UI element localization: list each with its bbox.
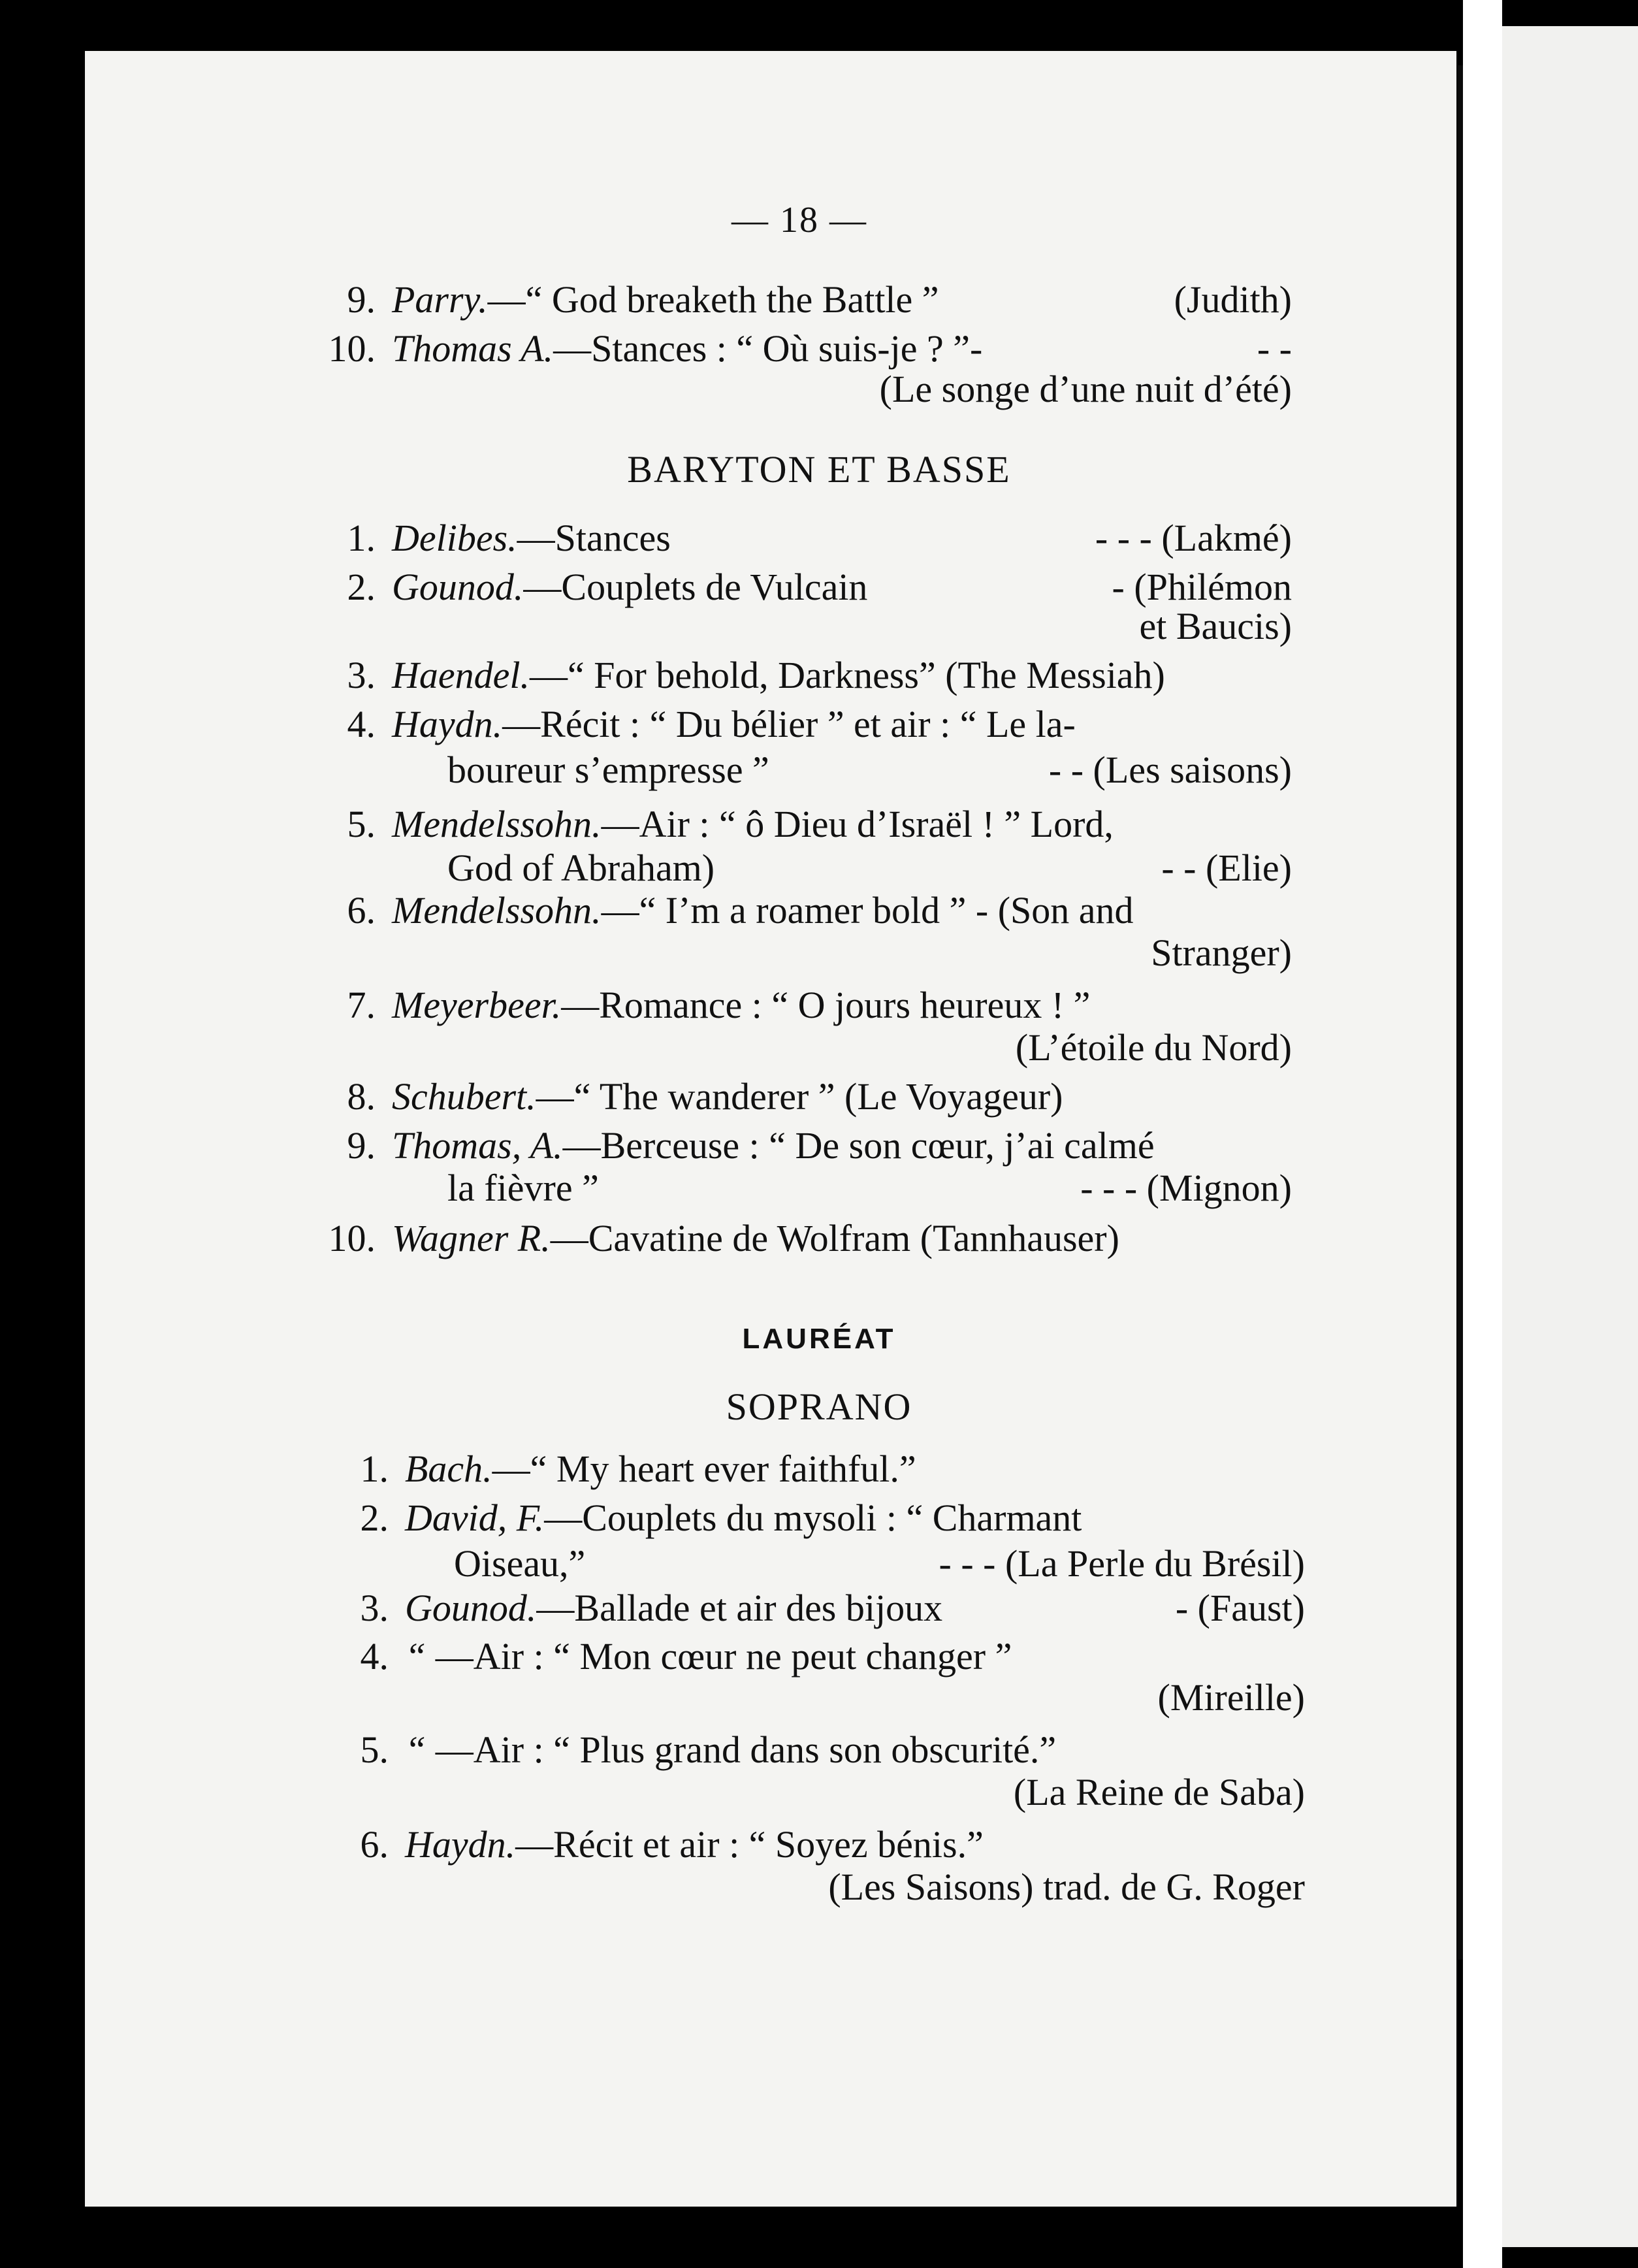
composer-name: Parry. <box>392 278 488 321</box>
entry-number: 9. <box>347 1124 376 1167</box>
entry-text <box>392 278 939 321</box>
section-heading: SOPRANO <box>726 1385 912 1428</box>
piece-title: —Couplets du mysoli : “ Charmant <box>544 1497 1082 1539</box>
composer-name: Bach. <box>405 1448 492 1490</box>
entry-continuation: et Baucis) <box>1139 605 1292 647</box>
entry-text <box>392 702 1076 746</box>
entry-number: 1. <box>360 1448 389 1490</box>
piece-title: —Cavatine de Wolfram (Tannhauser) <box>550 1217 1119 1259</box>
composer-name: “ <box>405 1635 426 1677</box>
composer-name: Mendelssohn. <box>392 889 602 932</box>
entry-text <box>392 565 867 609</box>
program-entry <box>347 653 1292 699</box>
program-entry <box>347 278 1292 323</box>
composer-name: Haydn. <box>405 1823 516 1866</box>
entry-text <box>392 516 671 560</box>
gutter <box>1463 0 1502 2268</box>
composer-name: Gounod. <box>392 566 524 608</box>
program-entry <box>360 1447 1305 1493</box>
composer-name: Delibes. <box>392 517 517 559</box>
composer-name: Mendelssohn. <box>392 803 602 845</box>
entry-text <box>405 1728 1056 1772</box>
piece-title: —Stances <box>517 517 671 559</box>
entry-text <box>405 1586 942 1630</box>
piece-source: - - <box>1257 327 1292 370</box>
piece-title: —“ For behold, Darkness” (The Messiah) <box>530 654 1165 696</box>
entry-continuation: - - - (La Perle du Brésil) <box>939 1542 1305 1585</box>
entry-text <box>392 983 1090 1027</box>
entry-number: 9. <box>347 278 376 321</box>
entry-continuation: - - (Elie) <box>1161 847 1292 889</box>
entry-continuation: Oiseau,” <box>454 1542 586 1585</box>
entry-text <box>405 1496 1082 1540</box>
program-entry <box>360 1822 1305 1868</box>
entry-number: 1. <box>347 517 376 559</box>
entry-continuation: (L’étoile du Nord) <box>1015 1026 1292 1069</box>
program-entry <box>347 1124 1292 1169</box>
entry-continuation: boureur s’empresse ” <box>447 749 769 791</box>
entry-number: 5. <box>347 803 376 845</box>
piece-title: —“ I’m a roamer bold ” - (Son and <box>601 889 1134 932</box>
entry-continuation: (Mireille) <box>1157 1676 1305 1719</box>
piece-title: —“ The wanderer ” (Le Voyageur) <box>536 1075 1063 1118</box>
program-entry <box>347 983 1292 1029</box>
piece-title: —Couplets de Vulcain <box>523 566 868 608</box>
composer-name: Gounod. <box>405 1587 537 1629</box>
entry-continuation: (Les Saisons) trad. de G. Roger <box>828 1866 1305 1908</box>
piece-title: —“ My heart ever faithful.” <box>492 1448 916 1490</box>
section-heading: LAURÉAT <box>742 1323 896 1355</box>
composer-name: Haydn. <box>392 703 503 745</box>
piece-title: —“ God breaketh the Battle ” <box>487 278 939 321</box>
composer-name: Thomas A. <box>392 327 554 370</box>
section-heading: BARYTON ET BASSE <box>627 448 1011 491</box>
program-entry <box>347 1075 1292 1120</box>
entry-text <box>392 327 982 370</box>
entry-text <box>392 1075 1063 1118</box>
entry-number: 10. <box>328 1217 376 1259</box>
entry-text <box>392 802 1114 846</box>
entry-continuation: - - - (Mignon) <box>1080 1167 1292 1209</box>
entry-text <box>392 653 1165 697</box>
entry-number: 3. <box>347 654 376 696</box>
entry-number: 2. <box>347 566 376 608</box>
entry-number: 10. <box>328 327 376 370</box>
piece-title: —Stances : “ Où suis-je ? ”- <box>553 327 983 370</box>
entry-number: 6. <box>347 889 376 932</box>
program-entry <box>328 327 1292 372</box>
entry-number: 2. <box>360 1497 389 1539</box>
piece-title: —Air : “ Plus grand dans son obscurité.” <box>426 1728 1057 1771</box>
entry-number: 4. <box>347 703 376 745</box>
composer-name: Meyerbeer. <box>392 984 562 1026</box>
entry-number: 7. <box>347 984 376 1026</box>
entry-text <box>392 1216 1119 1260</box>
entry-text <box>405 1634 1012 1678</box>
piece-title: —Air : “ Mon cœur ne peut changer ” <box>426 1635 1012 1677</box>
page-number: — 18 — <box>731 200 867 240</box>
entry-continuation: (La Reine de Saba) <box>1013 1771 1305 1813</box>
entry-text <box>405 1822 984 1866</box>
piece-title: —Ballade et air des bijoux <box>536 1587 943 1629</box>
entry-number: 8. <box>347 1075 376 1118</box>
entry-continuation: la fièvre ” <box>447 1167 599 1209</box>
piece-title: —Récit et air : “ Soyez bénis.” <box>515 1823 984 1866</box>
piece-title: —Berceuse : “ De son cœur, j’ai calmé <box>562 1124 1155 1167</box>
program-entry <box>347 802 1292 848</box>
program-entry <box>328 1216 1292 1262</box>
program-entry <box>347 516 1292 562</box>
composer-name: David, F. <box>405 1497 545 1539</box>
entry-number: 3. <box>360 1587 389 1629</box>
program-entry <box>360 1496 1305 1542</box>
piece-title: —Récit : “ Du bélier ” et air : “ Le la- <box>502 703 1076 745</box>
program-entry <box>360 1634 1305 1680</box>
composer-name: Wagner R. <box>392 1217 551 1259</box>
piece-source: - - - (Lakmé) <box>1095 517 1292 559</box>
entry-text <box>392 1124 1155 1167</box>
entry-number: 6. <box>360 1823 389 1866</box>
piece-title: —Romance : “ O jours heureux ! ” <box>561 984 1091 1026</box>
piece-title: —Air : “ ô Dieu d’Israël ! ” Lord, <box>601 803 1114 845</box>
piece-source: - (Philémon <box>1112 566 1292 608</box>
next-page-edge <box>1502 26 1638 2247</box>
composer-name: “ <box>405 1728 426 1771</box>
program-entry <box>360 1586 1305 1632</box>
composer-name: Schubert. <box>392 1075 536 1118</box>
composer-name: Thomas, A. <box>392 1124 563 1167</box>
entry-number: 5. <box>360 1728 389 1771</box>
entry-text <box>405 1447 916 1491</box>
entry-continuation: God of Abraham) <box>447 847 715 889</box>
entry-continuation: (Le songe d’une nuit d’été) <box>879 368 1292 410</box>
entry-continuation: Stranger) <box>1151 932 1292 974</box>
entry-number: 4. <box>360 1635 389 1677</box>
entry-continuation: - - (Les saisons) <box>1048 749 1292 791</box>
entry-text <box>392 888 1134 932</box>
piece-source: (Judith) <box>1174 278 1292 321</box>
program-entry <box>347 702 1292 748</box>
program-entry <box>347 888 1292 934</box>
program-entry <box>360 1728 1305 1774</box>
composer-name: Haendel. <box>392 654 530 696</box>
piece-source: - (Faust) <box>1175 1587 1305 1629</box>
